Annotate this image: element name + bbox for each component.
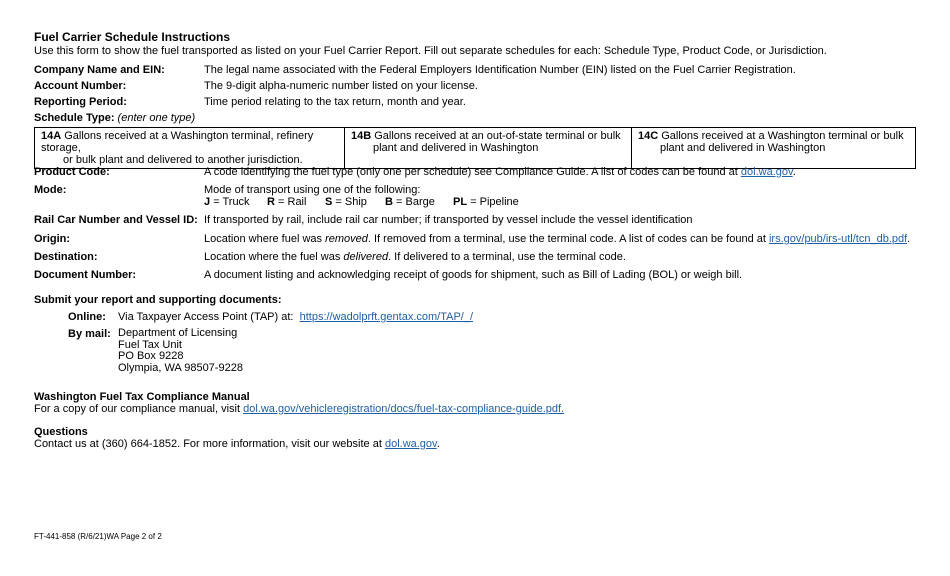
schedule-14c: 14C Gallons received at a Washington terminal or bulk plant and delivered in Washington <box>632 128 916 169</box>
desc-period: Time period relating to the tax return, month and year. <box>204 96 466 108</box>
term-company: Company Name and EIN: <box>34 64 165 76</box>
mode-barge: B = Barge <box>385 196 435 208</box>
schedule-14a: 14A Gallons received at a Washington terminal, refinery storage, or bulk plant and delivered to another jurisdiction. <box>35 128 345 169</box>
manual-text: For a copy of our compliance manual, visit dol.wa.gov/vehicleregistration/docs/fuel-tax-compliance-guide.pdf. <box>34 403 565 415</box>
online-text: Via Taxpayer Access Point (TAP) at: https://wadolprft.gentax.com/TAP/_/ <box>118 311 474 323</box>
term-mode: Mode: <box>34 184 67 196</box>
desc-document: A document listing and acknowledging receipt of goods for shipment, such as Bill of Lading (BOL) or weigh bill. <box>204 269 743 281</box>
mail-label: By mail: <box>68 328 111 340</box>
online-label: Online: <box>68 311 106 323</box>
desc-mode: Mode of transport using one of the following: <box>204 184 421 196</box>
manual-heading: Washington Fuel Tax Compliance Manual <box>34 391 250 403</box>
desc-destination: Location where the fuel was delivered. If delivered to a terminal, use the terminal code. <box>204 251 626 263</box>
desc-account: The 9-digit alpha-numeric number listed on your license. <box>204 80 478 92</box>
questions-text: Contact us at (360) 664-1852. For more information, visit our website at dol.wa.gov. <box>34 438 440 450</box>
term-document: Document Number: <box>34 269 137 281</box>
term-origin: Origin: <box>34 233 71 245</box>
mail-address: Department of Licensing Fuel Tax Unit PO Box 9228 Olympia, WA 98507-9228 <box>118 327 243 375</box>
schedule-type-label: Schedule Type: (enter one type) <box>34 112 196 124</box>
desc-product-code: A code identifying the fuel type (only one per schedule) see Compliance Guide. A list of codes can be found at dol.wa.gov. <box>204 166 796 178</box>
questions-heading: Questions <box>34 426 88 438</box>
mode-rail: R = Rail <box>267 196 307 208</box>
manual-link[interactable]: dol.wa.gov/vehicleregistration/docs/fuel-tax-compliance-guide.pdf. <box>243 403 565 415</box>
term-account: Account Number: <box>34 80 127 92</box>
mode-ship: S = Ship <box>325 196 367 208</box>
term-destination: Destination: <box>34 251 98 263</box>
tap-link[interactable]: https://wadolprft.gentax.com/TAP/_/ <box>299 311 474 323</box>
product-code-link[interactable]: dol.wa.gov <box>740 166 793 178</box>
form-footer: FT-441-858 (R/6/21)WA Page 2 of 2 <box>34 532 162 541</box>
term-period: Reporting Period: <box>34 96 127 108</box>
origin-link[interactable]: irs.gov/pub/irs-utl/tcn_db.pdf <box>768 233 908 245</box>
desc-origin: Location where fuel was removed. If removed from a terminal, use the terminal code. A list of codes can be found at irs.gov/pub/irs-utl/tcn_db.pdf. <box>204 233 911 245</box>
term-product-code: Product Code: <box>34 166 110 178</box>
website-link[interactable]: dol.wa.gov <box>384 438 437 450</box>
mode-pipeline: PL = Pipeline <box>453 196 519 208</box>
schedule-type-table <box>34 127 916 169</box>
submit-heading: Submit your report and supporting documents: <box>34 294 282 306</box>
schedule-14b: 14B Gallons received at an out-of-state terminal or bulk plant and delivered in Washington <box>345 128 632 169</box>
desc-rail: If transported by rail, include rail car number; if transported by vessel include the vessel identification <box>204 214 693 226</box>
term-rail: Rail Car Number and Vessel ID: <box>34 214 198 226</box>
desc-company: The legal name associated with the Federal Employers Identification Number (EIN) listed on the Fuel Carrier Registration. <box>204 64 796 76</box>
page-title: Fuel Carrier Schedule Instructions <box>34 30 231 44</box>
intro-text: Use this form to show the fuel transported as listed on your Fuel Carrier Report. Fill out separate schedules for each: Schedule Type, Product Code, or Jurisdiction. <box>34 45 827 57</box>
mode-truck: J = Truck <box>204 196 250 208</box>
